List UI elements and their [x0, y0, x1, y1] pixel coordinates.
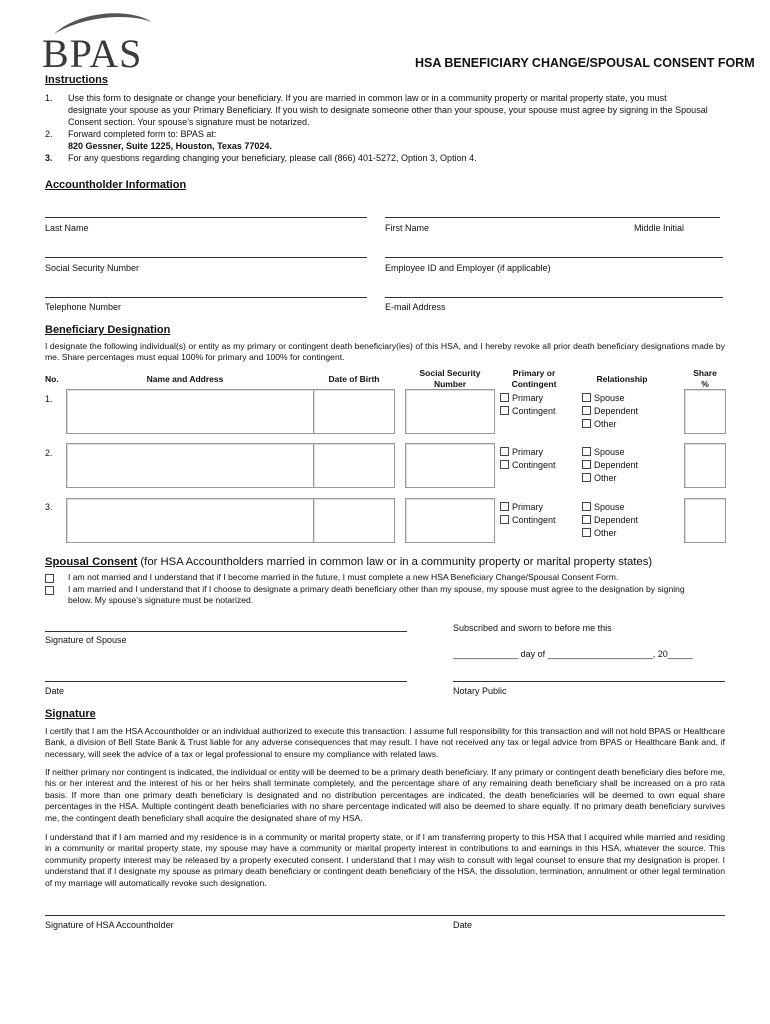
- beneficiary-intro: I designate the following individual(s) or entity as my primary or contingent death beneficiary(ies) of this HSA, and I hereby revoke all prior death beneficiary designations made by me. Share percentages must equal 100% for primary and 100% for contingent.: [45, 341, 725, 363]
- accountholder-signature-field[interactable]: [45, 915, 725, 916]
- checkbox-icon: [500, 406, 509, 415]
- instructions-heading: Instructions: [45, 74, 108, 86]
- checkbox-icon: [500, 460, 509, 469]
- checkbox-icon: [582, 502, 591, 511]
- subscribed-text: Subscribed and sworn to before me this: [453, 623, 612, 633]
- dependent-checkbox[interactable]: Dependent: [582, 515, 638, 525]
- spouse-date-field[interactable]: [45, 681, 407, 682]
- contingent-checkbox[interactable]: Contingent: [500, 515, 556, 525]
- email-label: E-mail Address: [385, 302, 446, 312]
- community-property-paragraph: I understand that if I am married and my residence is in a community or marital property state, or if I am transferring property to this HSA that I acquired while married and residing in a community or marital property state, my spouse may have a community or marital property interest in contributions to and earnings in this HSA, whatever the source. This community property interest may be released by a properly executed consent. I understand that I may wish to consult with legal counsel to ensure that my designation is proper. I understand that if I designate my spouse as primary death beneficiary or contingent death beneficiary of the HSA, the dissolution, termination, annulment or other legal termination of my marriage will automatically revoke such designation.: [45, 832, 725, 888]
- first-name-label: First Name: [385, 223, 430, 233]
- spousal-heading: Spousal Consent: [45, 556, 138, 568]
- ssn-field[interactable]: [45, 257, 367, 258]
- dob-input[interactable]: [313, 389, 395, 434]
- logo-text: BPAS: [42, 31, 143, 76]
- spousal-option-not-married[interactable]: I am not married and I understand that if I become married in the future, I must complete a new HSA Beneficiary Change/Spousal Consent Form.: [45, 572, 725, 583]
- col-dob: Date of Birth: [328, 374, 380, 384]
- instruction-item: 1. Use this form to designate or change your beneficiary. If you are married in common law or in a community property or marital property state, you must designate your spouse as your Primary Beneficiary. If you wish to designate someone other than your spouse, your spouse must agree by signing in the Spousal Consent section. Your spouse’s signature must be notarized.: [45, 93, 708, 127]
- accountholder-signature-label: Signature of HSA Accountholder: [45, 920, 174, 930]
- spouse-date-label: Date: [45, 686, 65, 696]
- spouse-signature-field[interactable]: [45, 631, 407, 632]
- col-no: No.: [45, 374, 59, 384]
- checkbox-icon: [500, 502, 509, 511]
- checkbox-icon: [582, 406, 591, 415]
- certification-paragraph: I certify that I am the HSA Accountholder or an individual authorized to execute this transaction. I assume full responsibility for this transaction and will not hold BPAS or Healthcare Bank, a division of Bell State Bank & Trust liable for any adverse consequences that may result. I have not received any tax or legal advice from BPAS or Healthcare Bank and, if necessary, will seek the advice of a tax or legal professional to ensure my compliance with related laws.: [45, 726, 725, 759]
- other-checkbox[interactable]: Other: [582, 419, 617, 429]
- checkbox-icon: [500, 393, 509, 402]
- instruction-item: 2. Forward completed form to: BPAS at: 820 Gessner, Suite 1225, Houston, Texas 77024.: [45, 129, 272, 151]
- spouse-signature-label: Signature of Spouse: [45, 635, 127, 645]
- ssn-input[interactable]: [405, 443, 495, 488]
- col-primary-contingent: Primary or Contingent: [511, 368, 557, 389]
- ssn-input[interactable]: [405, 389, 495, 434]
- spouse-checkbox[interactable]: Spouse: [582, 393, 625, 403]
- employee-id-label: Employee ID and Employer (if applicable): [385, 263, 551, 273]
- other-checkbox[interactable]: Other: [582, 528, 617, 538]
- checkbox-icon: [582, 460, 591, 469]
- spouse-checkbox[interactable]: Spouse: [582, 447, 625, 457]
- col-share: Share %: [693, 368, 717, 389]
- first-middle-name-field[interactable]: [385, 217, 720, 218]
- spousal-option-married[interactable]: I am married and I understand that if I choose to designate a primary death beneficiary other than my spouse, my spouse must agree to the designation by signing below. My spouse’s signature must be notarized.: [45, 584, 725, 607]
- dependent-checkbox[interactable]: Dependent: [582, 460, 638, 470]
- ssn-label: Social Security Number: [45, 263, 140, 273]
- checkbox-icon: [582, 447, 591, 456]
- checkbox-icon: [582, 515, 591, 524]
- col-relationship: Relationship: [596, 374, 648, 384]
- last-name-label: Last Name: [45, 223, 89, 233]
- name-address-input[interactable]: [66, 498, 327, 543]
- name-address-input[interactable]: [66, 443, 327, 488]
- primary-checkbox[interactable]: Primary: [500, 393, 543, 403]
- spouse-checkbox[interactable]: Spouse: [582, 502, 625, 512]
- accountholder-heading: Accountholder Information: [45, 179, 187, 191]
- share-input[interactable]: [684, 443, 726, 488]
- dob-input[interactable]: [313, 443, 395, 488]
- checkbox-icon: [582, 419, 591, 428]
- notary-label: Notary Public: [453, 686, 507, 696]
- last-name-field[interactable]: [45, 217, 367, 218]
- spousal-heading-line: [45, 556, 652, 568]
- col-ssn: Social Security Number: [419, 368, 481, 389]
- checkbox-icon: [582, 473, 591, 482]
- dependent-checkbox[interactable]: Dependent: [582, 406, 638, 416]
- checkbox-icon: [500, 515, 509, 524]
- telephone-field[interactable]: [45, 297, 367, 298]
- contingent-checkbox[interactable]: Contingent: [500, 460, 556, 470]
- other-checkbox[interactable]: Other: [582, 473, 617, 483]
- notary-field[interactable]: [453, 681, 725, 682]
- primary-checkbox[interactable]: Primary: [500, 447, 543, 457]
- instruction-item: 3. For any questions regarding changing your beneficiary, please call (866) 401-5272, Option 3, Option 4.: [45, 153, 477, 163]
- telephone-label: Telephone Number: [45, 302, 122, 312]
- checkbox-icon: [582, 393, 591, 402]
- day-of-line[interactable]: _____________ day of _____________________, 20_____: [453, 649, 693, 659]
- bpas-logo: [40, 8, 156, 76]
- row-number: 1.: [45, 394, 53, 404]
- dob-input[interactable]: [313, 498, 395, 543]
- checkbox-icon: [45, 574, 54, 583]
- checkbox-icon: [45, 586, 54, 595]
- email-field[interactable]: [385, 297, 723, 298]
- primary-checkbox[interactable]: Primary: [500, 502, 543, 512]
- contingent-checkbox[interactable]: Contingent: [500, 406, 556, 416]
- row-number: 3.: [45, 502, 53, 512]
- instructions-list: [45, 92, 735, 164]
- col-name-address: Name and Address: [146, 374, 224, 384]
- row-number: 2.: [45, 448, 53, 458]
- checkbox-icon: [582, 528, 591, 537]
- ssn-input[interactable]: [405, 498, 495, 543]
- checkbox-icon: [500, 447, 509, 456]
- accountholder-date-label: Date: [453, 920, 473, 930]
- share-input[interactable]: [684, 498, 726, 543]
- name-address-input[interactable]: [66, 389, 327, 434]
- form-title: HSA BENEFICIARY CHANGE/SPOUSAL CONSENT FORM: [415, 56, 755, 70]
- spousal-heading-note: (for HSA Accountholders married in common law or in a community property or marital property states): [140, 556, 653, 568]
- beneficiary-heading: Beneficiary Designation: [45, 324, 171, 336]
- share-input[interactable]: [684, 389, 726, 434]
- beneficiary-rules-paragraph: If neither primary nor contingent is indicated, the individual or entity will be deemed to be a primary death beneficiary. If any primary or contingent death beneficiary dies before me, his or her interest and the interest of his or her heirs shall terminate completely, and the percentage share of any remaining death beneficiary shall be increased on a pro rata basis. If more than one primary death beneficiary is designated and no distribution percentages are indicated, the death beneficiaries will be deemed to own equal share percentages in the HSA. Multiple contingent death beneficiaries with no share percentage indicated will also be deemed to share equally. If no primary death beneficiary survives me, the contingent death beneficiary shall acquire the designated share of my HSA.: [45, 767, 725, 823]
- middle-initial-label: Middle Initial: [634, 223, 685, 233]
- signature-heading: Signature: [45, 708, 96, 720]
- employee-id-field[interactable]: [385, 257, 723, 258]
